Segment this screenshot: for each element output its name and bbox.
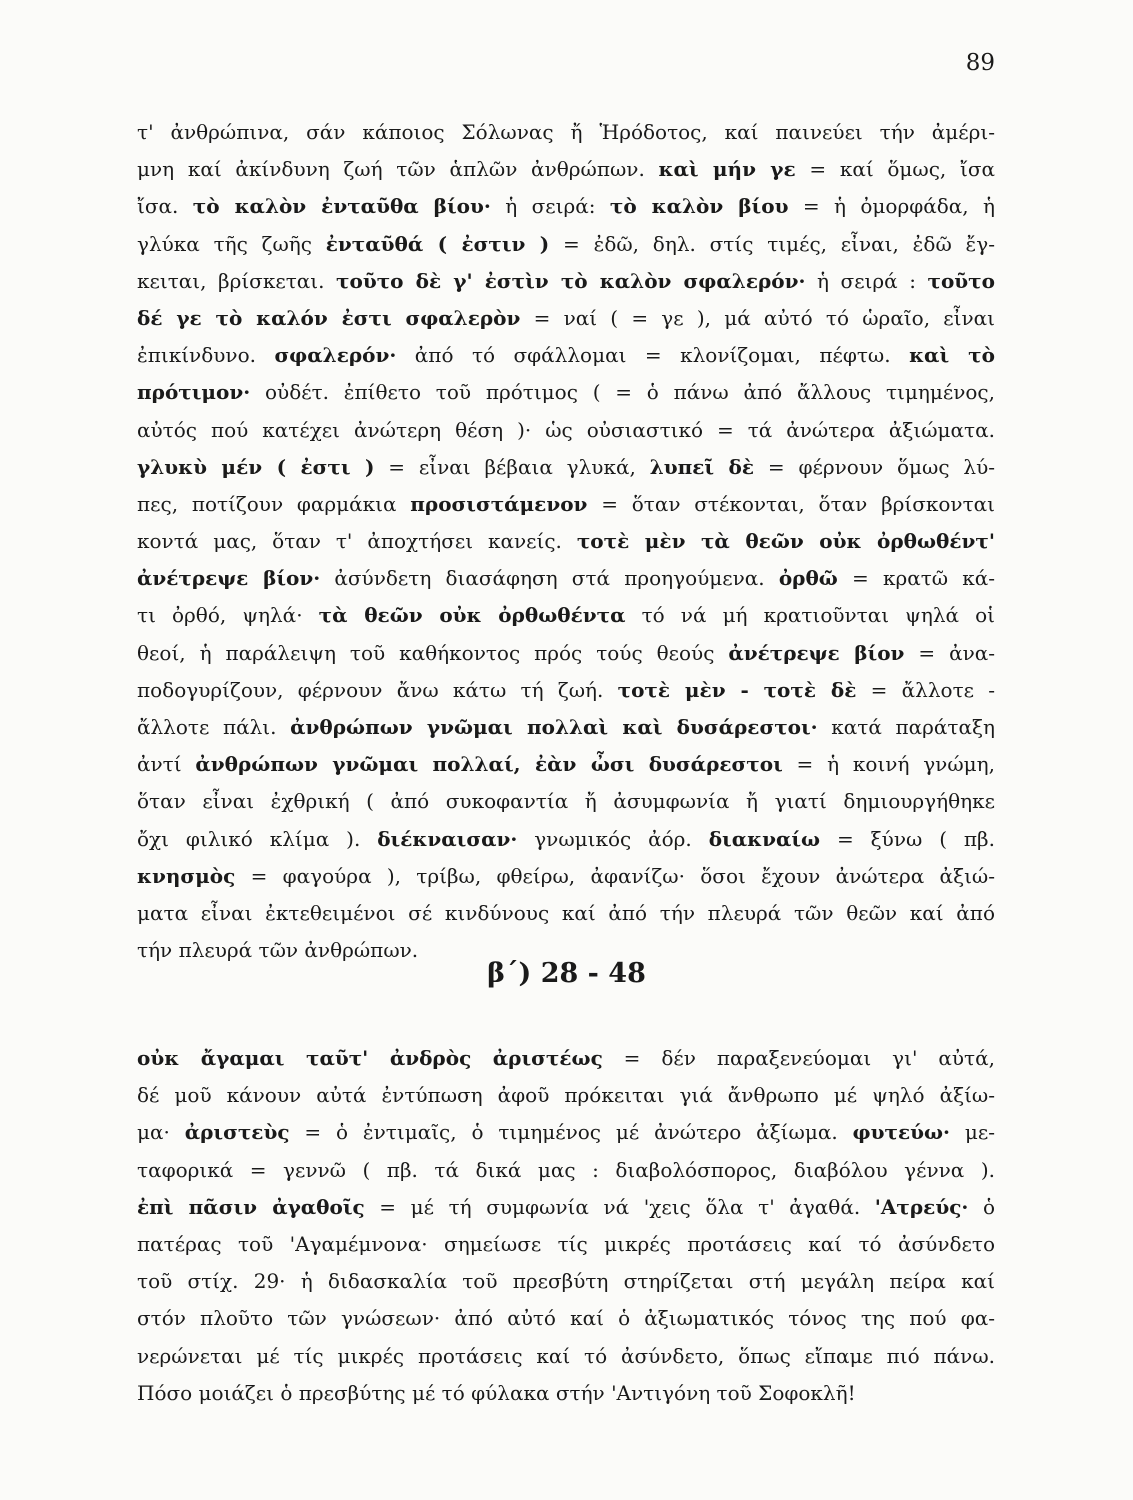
text-line — [137, 560, 995, 597]
text-line — [137, 337, 995, 374]
text-line — [137, 709, 995, 746]
text-line — [137, 374, 995, 411]
text-segment: γνωμικός ἀόρ. — [517, 826, 709, 851]
text-segment: = μέ τή συμφωνία νά 'χεις ὅλα τ' ἀγαθά. — [364, 1194, 875, 1219]
lemma-bold: καὶ μήν γε — [658, 157, 796, 182]
text-segment: ἀπό τό σφάλλομαι = κλονίζομαι, πέφτω. — [396, 343, 910, 368]
text-line — [137, 263, 995, 300]
lemma-bold: δέ γε τὸ καλόν ἐστι σφαλερὸν — [137, 305, 521, 330]
text-line — [137, 1077, 995, 1114]
lemma-bold: ἀριστεὺς — [184, 1120, 290, 1145]
text-segment: = ναί ( = γε ), μά αὐτό τό ὡραῖο, εἶναι — [520, 305, 995, 330]
text-segment: κοντά μας, ὅταν τ' ἀποχτήσει κανείς. — [137, 529, 577, 554]
text-segment: μα· — [137, 1120, 185, 1145]
lemma-bold: ἀνέτρεψε βίον — [728, 640, 905, 665]
text-segment: οὐδέτ. ἐπίθετο τοῦ πρότιμος ( = ὁ πάνω ἀπό ἄλλους τιμημένος, — [250, 380, 995, 405]
text-line — [137, 1226, 995, 1263]
text-segment: = ἡ κοινή γνώμη, — [782, 752, 995, 777]
text-segment: ὁ — [968, 1194, 995, 1219]
text-segment: ἄλλοτε πάλι. — [137, 715, 291, 739]
text-line — [137, 1114, 995, 1151]
text-segment: ματα εἶναι ἐκτεθειμένοι σέ κινδύνους καί ἀπό τήν πλευρά τῶν θεῶν καί ἀπό — [137, 900, 995, 925]
text-segment: = φαγούρα ), τρίβω, φθείρω, ἀφανίζω· ὅσοι ἔχουν ἀνώτερα ἀξιώ- — [235, 863, 995, 888]
text-line — [137, 1263, 995, 1300]
lemma-bold: λυπεῖ δὲ — [649, 454, 755, 479]
text-segment: ποδογυρίζουν, φέρνουν ἄνω κάτω τή ζωή. — [137, 677, 618, 702]
text-segment: τι ὀρθό, ψηλά· — [137, 603, 319, 628]
lemma-bold: κνησμὸς — [137, 863, 236, 888]
lemma-bold: πρότιμον· — [137, 380, 251, 405]
text-line — [137, 151, 995, 188]
text-segment: = κρατῶ κά- — [837, 566, 995, 591]
text-segment: ἡ σειρά: — [490, 194, 610, 219]
text-segment: θεοί, ἡ παράλειψη τοῦ καθήκοντος πρός τούς θεούς — [137, 640, 729, 665]
lemma-bold: ἀνθρώπων γνῶμαι πολλαί, ἐὰν ὦσι δυσάρεστοι — [195, 752, 783, 777]
commentary-block-one — [137, 114, 995, 969]
text-segment: γλύκα τῆς ζωῆς — [137, 231, 326, 256]
text-line — [137, 300, 995, 337]
text-line — [137, 821, 995, 858]
text-segment: ταφορικά = γεννῶ ( πβ. τά δικά μας : διαβολόσπορος, διαβόλου γέννα ). — [137, 1157, 995, 1182]
lemma-bold: τοῦτο — [927, 268, 995, 293]
text-segment: = ἐδῶ, δηλ. στίς τιμές, εἶναι, ἐδῶ ἔγ- — [549, 231, 995, 256]
text-segment: = ἀνα- — [904, 640, 995, 665]
page-number: 89 — [965, 50, 995, 76]
text-segment: = φέρνουν ὅμως λύ- — [754, 454, 995, 479]
text-line — [137, 226, 995, 263]
text-line — [137, 1040, 995, 1077]
text-line — [137, 858, 995, 895]
lemma-bold: διέκναισαν· — [377, 826, 518, 851]
text-segment: = εἶναι βέβαια γλυκά, — [374, 454, 650, 479]
text-segment: ὄχι φιλικό κλίμα ). — [137, 826, 378, 851]
lemma-bold: τοτὲ μὲν - τοτὲ δὲ — [617, 677, 857, 702]
text-segment: = ὁ ἐντιμαῖς, ὁ τιμημένος μέ ἀνώτερο ἀξίωμα. — [289, 1120, 853, 1145]
text-segment: ἀντί — [137, 752, 196, 777]
lemma-bold: καὶ τὸ — [909, 343, 995, 368]
text-segment: τοῦ στίχ. 29· ἡ διδασκαλία τοῦ πρεσβύτη στηρίζεται στή μεγάλη πείρα καί — [137, 1269, 995, 1294]
lemma-bold: ὀρθῶ — [778, 566, 838, 591]
text-line — [137, 188, 995, 225]
text-segment: ἐπικίνδυνο. — [137, 343, 275, 368]
section-heading: β΄) 28 - 48 — [487, 958, 646, 989]
text-line — [137, 523, 995, 560]
lemma-bold: σφαλερόν· — [274, 343, 397, 368]
text-line — [137, 746, 995, 783]
text-segment: τ' ἀνθρώπινα, σάν κάποιος Σόλωνας ἤ Ἡρόδοτος, καί παινεύει τήν ἀμέρι- — [137, 120, 995, 144]
text-line — [137, 1338, 995, 1375]
text-line — [137, 449, 995, 486]
text-segment: = καί ὅμως, ἴσα — [795, 157, 995, 182]
text-segment: ἡ σειρά : — [805, 268, 928, 293]
text-line — [137, 486, 995, 523]
text-segment: ἀσύνδετη διασάφηση στά προηγούμενα. — [320, 566, 779, 591]
lemma-bold: τὰ θεῶν οὐκ ὀρθωθέντα — [318, 603, 626, 628]
lemma-bold: ἐνταῦθά ( ἐστιν ) — [325, 231, 550, 256]
text-segment: αὐτός πού κατέχει ἀνώτερη θέση )· ὡς οὐσιαστικό = τά ἀνώτερα ἀξιώματα. — [137, 417, 995, 442]
lemma-bold: φυτεύω· — [852, 1120, 951, 1145]
commentary-block-two — [137, 1040, 995, 1412]
text-segment: = ὅταν στέκονται, ὅταν βρίσκονται — [587, 491, 995, 516]
lemma-bold: ἀνθρώπων γνῶμαι πολλαὶ καὶ δυσάρεστοι· — [290, 715, 818, 739]
text-line — [137, 1189, 995, 1226]
text-segment: πες, ποτίζουν φαρμάκια — [137, 491, 411, 516]
text-segment: νερώνεται μέ τίς μικρές προτάσεις καί τό ἀσύνδετο, ὅπως εἴπαμε πιό πάνω. — [137, 1343, 995, 1368]
text-line — [137, 635, 995, 672]
lemma-bold: τὸ καλὸν ἐνταῦθα βίου· — [192, 194, 491, 219]
lemma-bold: οὐκ ἄγαμαι ταῦτ' ἀνδρὸς ἀριστέως — [137, 1046, 603, 1070]
lemma-bold: ἐπὶ πᾶσιν ἀγαθοῖς — [137, 1194, 365, 1219]
text-segment: δέ μοῦ κάνουν αὐτά ἐντύπωση ἀφοῦ πρόκειται γιά ἄνθρωπο μέ ψηλό ἀξίω- — [137, 1083, 995, 1108]
text-segment: ὅταν εἶναι ἐχθρική ( ἀπό συκοφαντία ἤ ἀσυμφωνία ἤ γιατί δημιουργήθηκε — [137, 789, 995, 814]
text-segment: μνη καί ἀκίνδυνη ζωή τῶν ἁπλῶν ἀνθρώπων. — [137, 157, 659, 182]
text-segment: = ἄλλοτε - — [856, 677, 995, 702]
text-segment: κατά παράταξη — [817, 715, 995, 739]
text-segment: Πόσο μοιάζει ὁ πρεσβύτης μέ τό φύλακα στήν 'Αντιγόνη τοῦ Σοφοκλῆ! — [137, 1380, 856, 1405]
lemma-bold: ἀνέτρεψε βίον· — [137, 566, 321, 591]
lemma-bold: τοτὲ μὲν τὰ θεῶν οὐκ ὀρθωθέντ' — [576, 529, 995, 554]
text-line — [137, 1152, 995, 1189]
lemma-bold: προσιστάμενον — [410, 491, 588, 516]
text-segment: τό νά μή κρατιοῦνται ψηλά οἱ — [625, 603, 995, 628]
text-line — [137, 114, 995, 151]
text-segment: = ἡ ὀμορφάδα, ἡ — [788, 194, 995, 219]
text-segment: = δέν παραξενεύομαι γι' αὐτά, — [602, 1046, 995, 1070]
text-segment: τήν πλευρά τῶν ἀνθρώπων. — [137, 938, 419, 963]
text-line — [137, 597, 995, 634]
text-line — [137, 1300, 995, 1337]
lemma-bold: τοῦτο δὲ γ' ἐστὶν τὸ καλὸν σφαλερόν· — [336, 268, 806, 293]
lemma-bold: διακναίω — [708, 826, 821, 851]
text-line — [137, 672, 995, 709]
text-line — [137, 895, 995, 932]
text-segment: πατέρας τοῦ 'Αγαμέμνονα· σημείωσε τίς μικρές προτάσεις καί τό ἀσύνδετο — [137, 1231, 995, 1256]
text-segment: = ξύνω ( πβ. — [820, 826, 995, 851]
text-segment: ἴσα. — [137, 194, 193, 219]
lemma-bold: γλυκὺ μέν ( ἐστι ) — [137, 454, 375, 479]
text-segment: στόν πλοῦτο τῶν γνώσεων· ἀπό αὐτό καί ὁ ἀξιωματικός τόνος της πού φα- — [137, 1306, 995, 1331]
text-segment: με- — [950, 1120, 995, 1145]
text-segment: κειται, βρίσκεται. — [137, 268, 337, 293]
text-line — [137, 412, 995, 449]
text-line — [137, 1375, 995, 1412]
lemma-bold: 'Ατρεύς· — [874, 1194, 969, 1219]
text-line — [137, 783, 995, 820]
lemma-bold: τὸ καλὸν βίου — [609, 194, 789, 219]
